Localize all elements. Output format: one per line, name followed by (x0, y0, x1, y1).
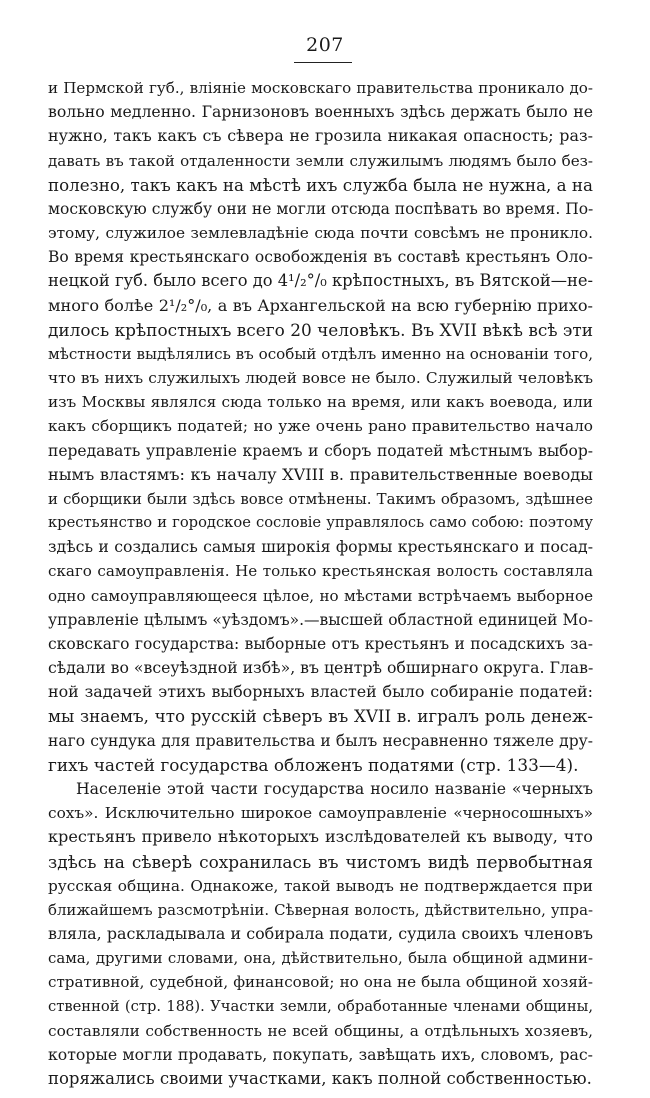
page-number: 207 (306, 34, 344, 56)
text-line: здѣсь на сѣверѣ сохранилась въ чистомъ видѣ первобытная (48, 851, 593, 872)
text-line: Населеніе этой части государства носило названіе «черныхъ (76, 778, 593, 798)
text-line: вляла, раскладывала и собирала подати, судила своихъ членовъ (48, 924, 593, 944)
text-line: нужно, такъ какъ съ сѣвера не грозила никакая опасность; раз- (48, 126, 593, 146)
text-line: полезно, такъ какъ на мѣстѣ ихъ служба была не нужна, а на (48, 174, 593, 195)
text-line: крестьянъ привело нѣкоторыхъ изслѣдователей къ выводу, что (48, 827, 593, 847)
text-line: мѣстности выдѣлялись въ особый отдѣлъ именно на основаніи того, (48, 344, 593, 363)
text-line: что въ нихъ служилыхъ людей вовсе не было. Служилый человѣкъ (48, 369, 593, 388)
text-line: изъ Москвы являлся сюда только на время, или какъ воевода, или (48, 393, 593, 412)
text-line: Во время крестьянскаго освобожденія въ составѣ крестьянъ Оло- (48, 248, 593, 267)
text-line: и сборщики были здѣсь вовсе отмѣнены. Такимъ образомъ, здѣшнее (48, 489, 593, 508)
text-line: дилось крѣпостныхъ всего 20 человѣкъ. Въ XVII вѣкѣ всѣ эти (48, 319, 593, 340)
text-line: одно самоуправляющееся цѣлое, но мѣстами встрѣчаемъ выборное (48, 586, 593, 605)
text-line: нымъ властямъ: къ началу XVIII в. правительственные воеводы (48, 464, 593, 484)
text-line: вольно медленно. Гарнизоновъ военныхъ здѣсь держать было не (48, 102, 593, 122)
text-line: передавать управленіе краемъ и сборъ податей мѣстнымъ выбор- (48, 441, 593, 460)
text-line: этому, служилое землевладѣніе сюда почти совсѣмъ не проникло. (48, 224, 593, 243)
text-line: наго сундука для правительства и былъ несравненно тяжеле дру- (48, 731, 593, 750)
text-line: мы знаемъ, что русскій сѣверъ въ XVII в. игралъ роль денеж- (48, 706, 593, 727)
text-line: крестьянство и городское сословіе управлялось само собою: поэтому (48, 514, 593, 532)
text-line: управленіе цѣлымъ «уѣздомъ».—высшей областной единицей Мо- (48, 610, 593, 629)
text-line: сохъ». Исключительно широкое самоуправленіе «черносошныхъ» (48, 804, 593, 823)
text-line: московскую службу они не могли отсюда поспѣвать во время. По- (48, 199, 593, 218)
text-line: нецкой губ. было всего до 4¹/₂°/₀ крѣпостныхъ, въ Вятской—не- (48, 271, 593, 291)
text-line: гихъ частей государства обложенъ податями (стр. 133—4). (48, 754, 579, 775)
text-line: скаго самоуправленія. Не только крестьянская волость составляла (48, 562, 593, 581)
text-line: какъ сборщикъ податей; но уже очень рано правительство начало (48, 417, 593, 436)
paragraph (48, 76, 593, 777)
paragraph (48, 777, 593, 1091)
text-line: стративной, судебной, финансовой; но она не была общиной хозяй- (48, 973, 593, 992)
text-line: которые могли продавать, покупать, завѣщать ихъ, словомъ, рас- (48, 1044, 593, 1064)
text-line: много болѣе 2¹/₂°/₀, а въ Архангельской на всю губернію прихо- (48, 295, 593, 315)
text-line: сама, другими словами, она, дѣйствительно, была общиной админи- (48, 949, 593, 968)
text-line: здѣсь и создались самыя широкія формы крестьянскаго и посад- (48, 537, 593, 557)
text-line: ной задачей этихъ выборныхъ властей было собираніе податей: (48, 682, 593, 702)
text-line: и Пермской губ., вліяніе московскаго правительства проникало до- (48, 79, 593, 97)
text-line: поряжались своими участками, какъ полной собственностью. (48, 1069, 592, 1089)
text-line: давать въ такой отдаленности земли служилымъ людямъ было без- (48, 151, 593, 170)
text-line: сѣдали во «всеуѣздной избѣ», въ центрѣ обширнаго округа. Глав- (48, 658, 593, 678)
text-line: ближайшемъ разсмотрѣніи. Сѣверная волость, дѣйствительно, упра- (48, 900, 593, 919)
text-line: русская община. Однакоже, такой выводъ не подтверждается при (48, 876, 593, 895)
body-text (48, 76, 593, 1091)
text-line: составляли собственность не всей общины, а отдѣльныхъ хозяевъ, (48, 1021, 593, 1040)
text-line: сковскаго государства: выборные отъ крестьянъ и посадскихъ за- (48, 634, 593, 653)
page-number-rule (294, 62, 352, 63)
text-line: ственной (стр. 188). Участки земли, обработанные членами общины, (48, 997, 593, 1015)
